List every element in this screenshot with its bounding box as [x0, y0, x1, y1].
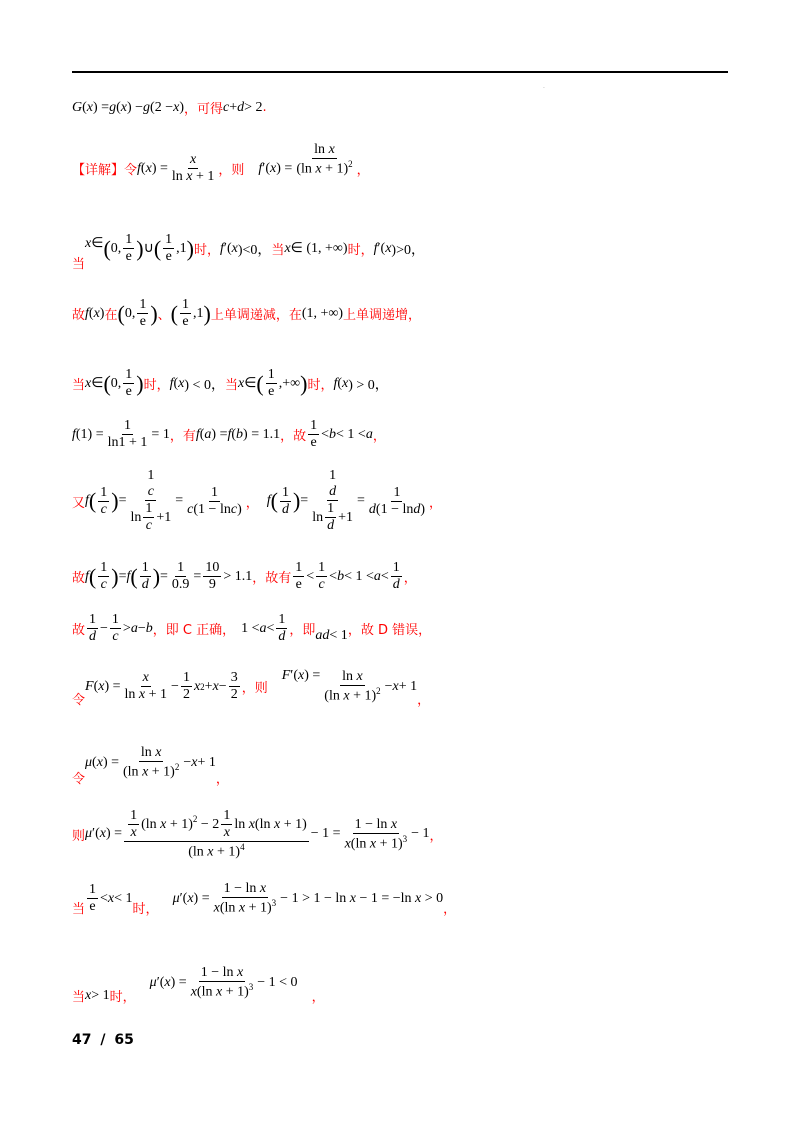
line-2: 【详解】 令 f ( x ) = $\frac{x}{\text{ln x + 1}}$ ，则 f ′( x ) = $\frac{\text{ln x}}{(\ln x + 1)^2}$ ，	[72, 141, 370, 185]
line-3: 当 x ∈ ( 0, $\frac{1}{e}$ ) ∪ ( $\frac{1}{e}$ ,1 ) 时， f ′( x )<0， 当 x ∈ (1, +∞) 时， f ′( x )>0，	[72, 231, 425, 272]
line-12: 则 μ ′( x ) = $\frac{1}{x}$ (ln x + 1)$^2$ − 2 $\frac{1}{x}$ ln x(ln x + 1) (ln x + 1)$^4$ − 1 = $\frac{\text{1 − ln x}}{x(\ln x + 1)^3}$ − 1 ，	[72, 808, 443, 860]
line-8: 故 f ( $\frac{1}{c}$ ) = f ( $\frac{1}{d}$ ) = $\frac{1}{0.9}$ = $\frac{10}{9}$ > 1.1 ，故有 $\frac{1}{e}$ < $\frac{1}{c}$ < b < 1 < a < $\frac{1}{d}$ ，	[72, 560, 417, 593]
page-number: 47 / 65	[72, 1032, 134, 1048]
header-rule	[72, 71, 728, 73]
line-4: 故 f ( x ) 在 ( 0, $\frac{1}{e}$ ) 、 ( $\frac{1}{e}$ ,1 ) 上单调递减，在 (1, +∞) 上单调递增，	[72, 297, 422, 330]
line-14: 当 x > 1 时， μ ′( x ) = $\frac{\text{1 − ln x}}{x(\ln x + 1)^3}$ − 1 < 0 ，	[72, 964, 325, 1005]
line-9: 故 $\frac{1}{d}$ − $\frac{1}{c}$ > a − b ，即 C 正确， 1 < a < $\frac{1}{d}$ ，即 ad < 1 ，故 D 错误，	[72, 612, 432, 645]
line-11: 令 μ ( x ) = $\frac{\text{ln x}}{(\ln x + 1)^2}$ − x + 1 ，	[72, 744, 229, 787]
line-6: f (1) = $\frac{1}{\ln 1 + 1}$ = 1 ，有 f ( a ) = f ( b ) = 1.1 ，故 $\frac{1}{e}$ < b < 1 < a ，	[72, 418, 386, 451]
line-5: 当 x ∈ ( 0, $\frac{1}{e}$ ) 时， f ( x ) < 0， 当 x ∈ ( $\frac{1}{e}$ ,+∞ ) 时， f ( x ) > 0，	[72, 367, 389, 400]
line-10: 令 F ( x ) = $\frac{x}{\text{ln x + 1}}$ − $\frac{1}{2}$ x 2 + x − $\frac{3}{2}$ ，则 F ′( x ) = $\frac{\text{ln x}}{(\ln x + 1)^2}$ − x + 1 ，	[72, 667, 431, 708]
line-7: 又 f ( $\frac{1}{c}$ ) = 1 c ln $\frac{1}{c}$ +1 = $\frac{1}{c(1 - \ln c)}$ ， f ( $\frac{1}{d}$ ) = 1 d ln $\frac{1}{d}$ +1 = $\frac{1}{d(1 - \ln d)}$ ，	[72, 468, 443, 534]
line-1: G ( x ) = g ( x ) − g (2 − x ) ，可得 c + d > 2 .	[72, 99, 267, 117]
line-13: 当 $\frac{1}{e}$ < x < 1 时， μ ′( x ) = $\frac{\text{1 − ln x}}{x(\ln x + 1)^3}$ − 1 > 1 − ln x − 1 = −ln x > 0 ，	[72, 880, 457, 917]
header-dot: ·	[543, 85, 545, 92]
